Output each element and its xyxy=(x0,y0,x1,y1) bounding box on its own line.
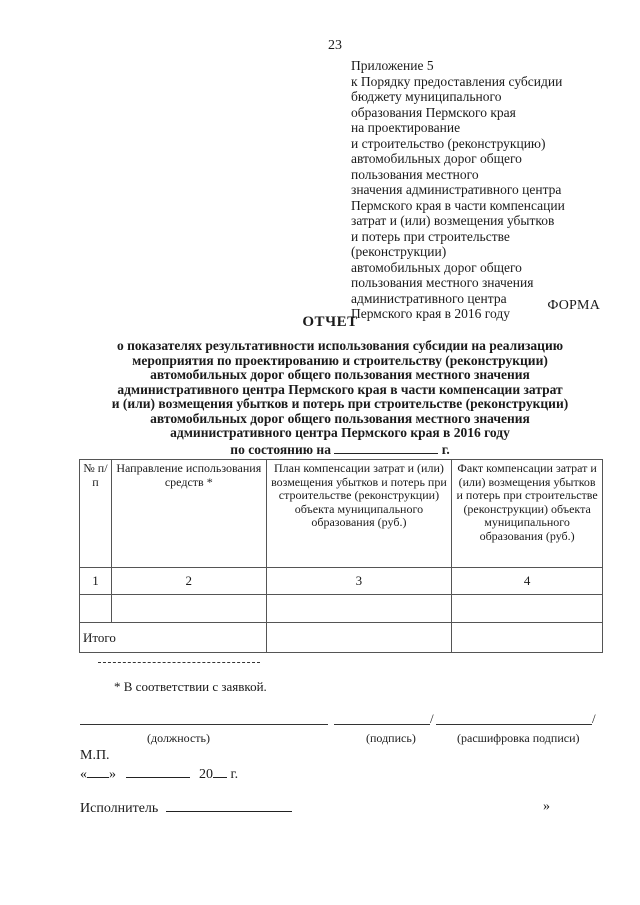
date-prefix: по состоянию на xyxy=(230,441,331,457)
appendix-line: к Порядку предоставления субсидии xyxy=(351,73,563,89)
appendix-line: пользования местного значения xyxy=(351,275,534,290)
table-cell[interactable] xyxy=(80,595,112,623)
report-table xyxy=(79,459,603,653)
column-number: 3 xyxy=(266,568,452,595)
appendix-line: автомобильных дорог общего xyxy=(351,151,522,166)
appendix-line: пользования местного xyxy=(351,166,479,182)
signature-decoding-field[interactable] xyxy=(436,724,592,725)
column-numbers-row xyxy=(80,568,603,595)
appendix-line: Приложение 5 xyxy=(351,58,434,73)
subtitle-line: мероприятия по проектированию и строительству (реконструкции) xyxy=(132,352,548,368)
form-label: ФОРМА xyxy=(547,298,600,313)
column-number: 2 xyxy=(111,568,266,595)
header-number: № п/п xyxy=(80,460,112,568)
signature-separator: / xyxy=(430,711,434,726)
subtitle-line: о показателях результативности использования субсидии на реализацию xyxy=(116,338,564,353)
year-field[interactable] xyxy=(213,765,227,778)
total-row xyxy=(80,623,603,653)
position-field[interactable] xyxy=(80,724,328,725)
appendix-line: значения административного центра xyxy=(351,182,562,197)
column-number: 4 xyxy=(452,568,603,595)
position-label: (должность) xyxy=(147,731,210,745)
table-cell[interactable] xyxy=(266,595,452,623)
subtitle-line: административного центра Пермского края в 2016 году xyxy=(170,425,510,440)
appendix-line: административного центра xyxy=(351,290,507,306)
appendix-line: бюджету муниципального xyxy=(351,89,502,104)
page-number: 23 xyxy=(328,38,342,53)
table-cell[interactable] xyxy=(111,595,266,623)
subtitle-line: автомобильных дорог общего пользования местного значения xyxy=(150,410,530,426)
report-date-field[interactable] xyxy=(334,441,438,454)
appendix-line: на проектирование xyxy=(351,120,461,135)
signature-date-line xyxy=(80,765,238,783)
header-fact: Факт компенсации затрат и (или) возмещения убытков и потерь при строительстве (реконструкции) объекта муниципального образования (руб.) xyxy=(452,460,603,568)
stamp-label: М.П. xyxy=(80,748,110,763)
total-plan-cell[interactable] xyxy=(266,623,452,653)
appendix-line: Пермского края в 2016 году xyxy=(351,306,510,321)
report-subtitle xyxy=(60,339,620,457)
header-plan: План компенсации затрат и (или) возмещения убытков и потерь при строительстве (реконструкции) объекта муниципального образования (руб.) xyxy=(266,460,452,568)
subtitle-line: и (или) возмещения убытков и потерь при строительстве (реконструкции) xyxy=(111,396,569,411)
signature-label: (подпись) xyxy=(366,731,416,745)
subtitle-line: административного центра Пермского края в части компенсации затрат xyxy=(117,381,563,397)
footnote: * В соответствии с заявкой. xyxy=(114,679,267,694)
report-date-line xyxy=(60,441,620,458)
appendix-line: и потерь при строительстве xyxy=(351,228,510,244)
year-suffix: г. xyxy=(230,767,239,782)
date-suffix: г. xyxy=(441,441,450,457)
trailing-quote: » xyxy=(543,799,550,814)
executor-field[interactable] xyxy=(166,799,292,812)
column-number: 1 xyxy=(80,568,112,595)
date-open-quote: « xyxy=(80,767,87,782)
subtitle-line: автомобильных дорог общего пользования местного значения xyxy=(150,367,530,382)
executor-line xyxy=(80,799,292,817)
table-cell[interactable] xyxy=(452,595,603,623)
appendix-line: Пермского края в части компенсации xyxy=(351,197,565,213)
appendix-line: и строительство (реконструкцию) xyxy=(351,135,546,151)
date-close-quote: » xyxy=(109,767,116,782)
total-fact-cell[interactable] xyxy=(452,623,603,653)
executor-label: Исполнитель xyxy=(80,801,159,816)
appendix-header xyxy=(351,58,621,322)
table-header-row xyxy=(80,460,603,568)
day-field[interactable] xyxy=(87,765,109,778)
appendix-line: затрат и (или) возмещения убытков xyxy=(351,213,555,228)
appendix-line: (реконструкции) xyxy=(351,244,447,259)
footnote-divider xyxy=(98,662,260,663)
year-prefix: 20 xyxy=(199,767,213,782)
appendix-line: автомобильных дорог общего xyxy=(351,259,522,275)
signature-separator: / xyxy=(592,711,596,726)
decoding-label: (расшифровка подписи) xyxy=(457,731,580,745)
table-row xyxy=(80,595,603,623)
signature-field[interactable] xyxy=(334,724,430,725)
header-direction: Направление использования средств * xyxy=(111,460,266,568)
month-field[interactable] xyxy=(126,765,190,778)
report-title: ОТЧЕТ xyxy=(302,314,358,330)
appendix-line: образования Пермского края xyxy=(351,104,516,120)
total-label: Итого xyxy=(80,623,267,653)
